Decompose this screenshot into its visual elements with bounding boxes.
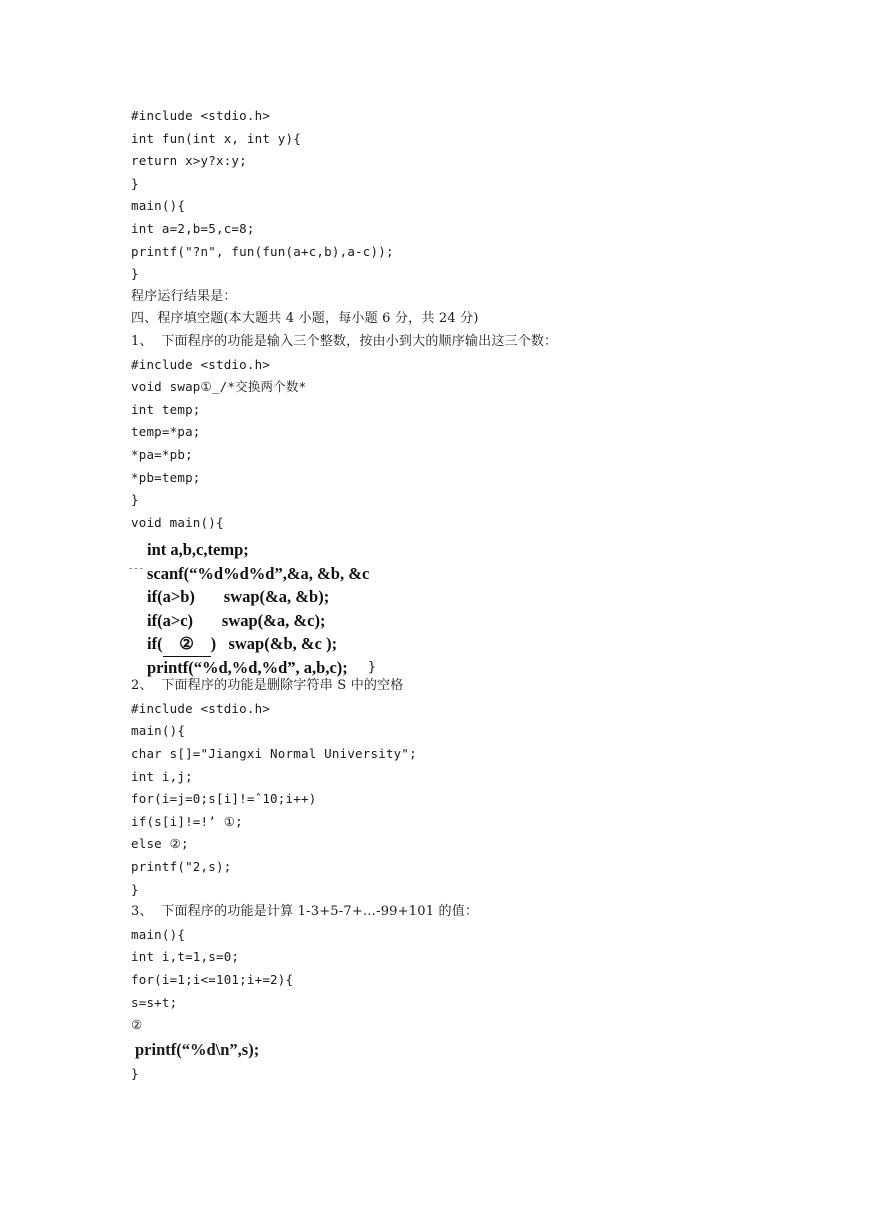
code-line: } bbox=[131, 175, 139, 191]
code-line: printf("2,s); bbox=[131, 859, 232, 875]
code-line: main(){ bbox=[131, 723, 186, 739]
closing-brace: } bbox=[368, 660, 376, 676]
code-line: #include <stdio.h> bbox=[131, 700, 271, 716]
code-line: void main(){ bbox=[131, 514, 224, 530]
scan-line: scanf(“%d%d%d”,&a, &b, &c bbox=[147, 563, 370, 583]
scanned-code-image-q1 bbox=[131, 538, 376, 675]
scanned-code-image-q3: printf(“%d\n”,s); bbox=[135, 1039, 260, 1059]
code-line: int temp; bbox=[131, 401, 201, 417]
scan-line bbox=[131, 632, 376, 656]
scan-call: swap(&a, &b); bbox=[223, 587, 330, 607]
scan-line: int a,b,c,temp; bbox=[147, 540, 249, 560]
code-line: s=s+t; bbox=[131, 994, 178, 1010]
scan-call: swap(&b, &c ); bbox=[228, 634, 338, 654]
code-block-q2 bbox=[131, 698, 831, 901]
scan-line bbox=[131, 585, 376, 609]
section-title: 四、程序填空题(本大题共 4 小题，每小题 6 分，共 24 分) bbox=[131, 311, 479, 327]
code-line: char s[]="Jiangxi Normal University"; bbox=[131, 746, 417, 762]
scan-cond: if( bbox=[147, 634, 163, 654]
scan-paren: ) bbox=[210, 634, 217, 654]
answer-blank-2: ② bbox=[163, 632, 211, 657]
code-line: } bbox=[131, 492, 139, 508]
code-line: } bbox=[131, 266, 139, 282]
document-page bbox=[131, 105, 831, 1085]
code-line: int i,j; bbox=[131, 768, 193, 784]
code-line: #include <stdio.h> bbox=[131, 356, 271, 372]
scan-cond: if(a>c) bbox=[147, 610, 194, 630]
code-line: for(i=1;i<=101;i+=2){ bbox=[131, 972, 294, 987]
code-line: *pb=temp; bbox=[131, 469, 201, 485]
code-block-q3 bbox=[131, 924, 831, 1037]
code-line: void swap①_/*交换两个数* bbox=[131, 379, 307, 395]
question-1-title: 1、 下面程序的功能是输入三个整数，按由小到大的顺序输出这三个数： bbox=[131, 333, 558, 349]
result-label: 程序运行结果是： bbox=[131, 288, 237, 304]
code-line: printf("?n", fun(fun(a+c,b),a-c)); bbox=[131, 243, 394, 259]
code-line: *pa=*pb; bbox=[131, 446, 193, 462]
code-block-q1 bbox=[131, 354, 831, 535]
code-line: int i,t=1,s=0; bbox=[131, 949, 240, 965]
code-line: int fun(int x, int y){ bbox=[131, 130, 301, 146]
code-line: return x>y?x:y; bbox=[131, 153, 247, 169]
question-3-title: 3、 下面程序的功能是计算 1-3+5-7+…-99+101 的值： bbox=[131, 904, 479, 920]
code-line: main(){ bbox=[131, 926, 186, 942]
code-line: main(){ bbox=[131, 198, 186, 214]
code-line: } bbox=[131, 881, 139, 897]
scan-cond: if(a>b) bbox=[147, 587, 195, 607]
code-line: int a=2,b=5,c=8; bbox=[131, 220, 255, 236]
answer-blank-marker: ② bbox=[131, 1017, 143, 1033]
scan-call: swap(&a, &c); bbox=[221, 610, 326, 630]
code-line: if(s[i]!=!’ ①; bbox=[131, 813, 243, 829]
code-line: else ②; bbox=[131, 836, 189, 852]
code-line: #include <stdio.h> bbox=[131, 108, 271, 123]
scan-artifact bbox=[129, 568, 143, 569]
closing-brace: } bbox=[131, 1065, 139, 1081]
question-2-title: 2、 下面程序的功能是删除字符串 S 中的空格 bbox=[131, 678, 404, 694]
code-line: temp=*pa; bbox=[131, 424, 201, 440]
scan-line bbox=[131, 609, 376, 633]
code-line: for(i=j=0;s[i]!=ˆ10;i++) bbox=[131, 791, 317, 807]
code-block-fun bbox=[131, 105, 831, 286]
scan-line: printf(“%d,%d,%d”, a,b,c); bbox=[147, 657, 348, 677]
